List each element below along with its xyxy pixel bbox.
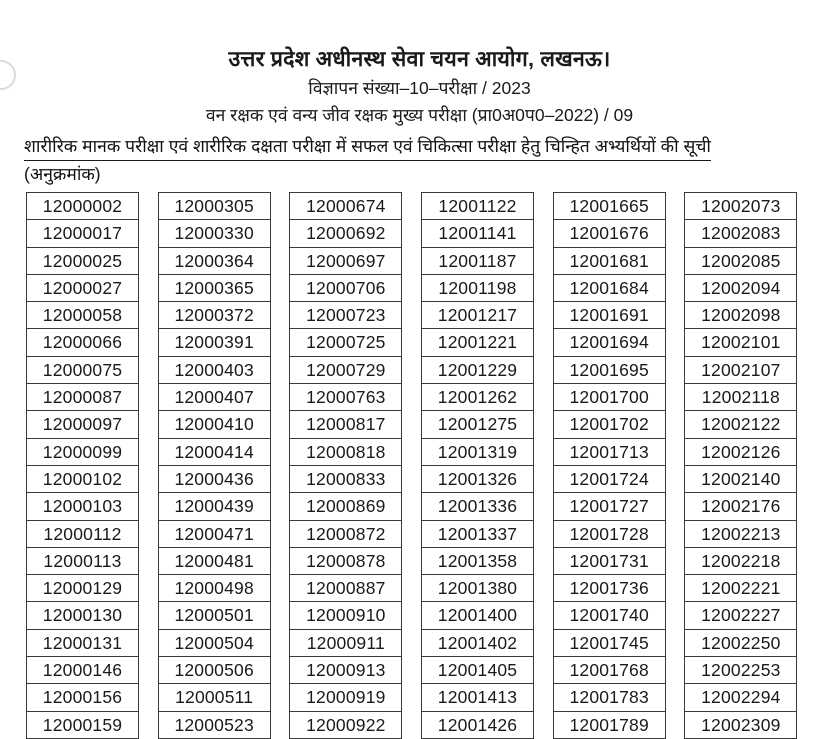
roll-number-cell: 12001336 (422, 493, 533, 520)
roll-number-cell: 12000102 (27, 466, 138, 493)
roll-number-cell: 12000410 (159, 411, 270, 438)
roll-number-cell: 12000403 (159, 357, 270, 384)
roll-number-cell: 12001665 (554, 193, 665, 220)
roll-number-cell: 12000911 (290, 630, 401, 657)
roll-number-cell: 12001727 (554, 493, 665, 520)
roll-number-cell: 12000364 (159, 248, 270, 275)
roll-number-cell: 12000697 (290, 248, 401, 275)
roll-number-cell: 12000913 (290, 657, 401, 684)
roll-number-cell: 12000878 (290, 548, 401, 575)
roll-number-cell: 12001217 (422, 302, 533, 329)
roll-number-cell: 12000725 (290, 329, 401, 356)
organization-title: उत्तर प्रदेश अधीनस्थ सेवा चयन आयोग, लखनऊ। (228, 47, 611, 71)
roll-number-cell: 12000330 (159, 220, 270, 247)
roll-number-cell: 12002213 (685, 521, 796, 548)
roll-number-cell: 12000471 (159, 521, 270, 548)
roll-number-cell: 12002098 (685, 302, 796, 329)
roll-number-cell: 12000922 (290, 712, 401, 739)
roll-column-4 (421, 192, 553, 739)
roll-number-cell: 12002218 (685, 548, 796, 575)
roll-column-box (158, 192, 271, 739)
roll-number-cell: 12000674 (290, 193, 401, 220)
roll-number-cell: 12001413 (422, 684, 533, 711)
roll-number-cell: 12000130 (27, 602, 138, 629)
roll-number-cell: 12000391 (159, 329, 270, 356)
roll-number-cell: 12001702 (554, 411, 665, 438)
document-header (0, 0, 839, 129)
roll-number-cell: 12001713 (554, 439, 665, 466)
roll-number-cell: 12002250 (685, 630, 796, 657)
roll-number-cell: 12002118 (685, 384, 796, 411)
roll-number-cell: 12000087 (27, 384, 138, 411)
roll-column-1 (26, 192, 158, 739)
roll-number-cell: 12000817 (290, 411, 401, 438)
roll-number-cell: 12001262 (422, 384, 533, 411)
roll-number-cell: 12001768 (554, 657, 665, 684)
roll-column-box (289, 192, 402, 739)
list-subject-line: शारीरिक मानक परीक्षा एवं शारीरिक दक्षता परीक्षा में सफल एवं चिकित्सा परीक्षा हेतु चिन्हित अभ्यर्थियों की सूची (24, 133, 711, 161)
roll-number-cell: 12001681 (554, 248, 665, 275)
roll-number-cell: 12000436 (159, 466, 270, 493)
roll-number-cell: 12001724 (554, 466, 665, 493)
roll-number-cell: 12001326 (422, 466, 533, 493)
roll-number-cell: 12000910 (290, 602, 401, 629)
roll-number-cell: 12002073 (685, 193, 796, 220)
roll-number-cell: 12000027 (27, 275, 138, 302)
roll-number-cell: 12001728 (554, 521, 665, 548)
roll-number-cell: 12001221 (422, 329, 533, 356)
roll-number-cell: 12000305 (159, 193, 270, 220)
roll-number-cell: 12001740 (554, 602, 665, 629)
roll-number-cell: 12002101 (685, 329, 796, 356)
subject-block (0, 133, 839, 188)
roll-number-cell: 12001319 (422, 439, 533, 466)
roll-number-cell: 12001229 (422, 357, 533, 384)
roll-number-cell: 12000692 (290, 220, 401, 247)
roll-number-cell: 12000075 (27, 357, 138, 384)
roll-number-cell: 12001337 (422, 521, 533, 548)
roll-number-cell: 12000129 (27, 575, 138, 602)
roll-number-cell: 12002309 (685, 712, 796, 739)
roll-number-cell: 12000066 (27, 329, 138, 356)
roll-number-cell: 12000818 (290, 439, 401, 466)
roll-number-cell: 12000919 (290, 684, 401, 711)
roll-number-cell: 12000706 (290, 275, 401, 302)
roll-number-cell: 12002085 (685, 248, 796, 275)
roll-number-cell: 12000112 (27, 521, 138, 548)
roll-number-cell: 12000498 (159, 575, 270, 602)
roll-number-cell: 12000729 (290, 357, 401, 384)
roll-number-cell: 12000723 (290, 302, 401, 329)
roll-number-cell: 12001731 (554, 548, 665, 575)
roll-number-cell: 12001380 (422, 575, 533, 602)
roll-number-cell: 12000159 (27, 712, 138, 739)
roll-number-cell: 12001783 (554, 684, 665, 711)
roll-number-cell: 12000131 (27, 630, 138, 657)
advertisement-number: विज्ञापन संख्या–10–परीक्षा / 2023 (308, 77, 531, 98)
roll-number-cell: 12000058 (27, 302, 138, 329)
roll-number-cell: 12000523 (159, 712, 270, 739)
roll-number-cell: 12002126 (685, 439, 796, 466)
roll-number-cell: 12001789 (554, 712, 665, 739)
roll-column-3 (289, 192, 421, 739)
roll-number-cell: 12000407 (159, 384, 270, 411)
roll-number-cell: 12000097 (27, 411, 138, 438)
roll-number-cell: 12000869 (290, 493, 401, 520)
roll-number-cell: 12001358 (422, 548, 533, 575)
roll-number-cell: 12000103 (27, 493, 138, 520)
roll-number-cell: 12001684 (554, 275, 665, 302)
roll-number-cell: 12000872 (290, 521, 401, 548)
exam-name: वन रक्षक एवं वन्य जीव रक्षक मुख्य परीक्षा (प्रा0अ0प0–2022) / 09 (205, 105, 634, 126)
roll-number-cell: 12001700 (554, 384, 665, 411)
roll-number-cell: 12001198 (422, 275, 533, 302)
roll-number-cell: 12002176 (685, 493, 796, 520)
roll-number-cell: 12000504 (159, 630, 270, 657)
roll-number-cell: 12000414 (159, 439, 270, 466)
roll-column-box (553, 192, 666, 739)
roll-number-cell: 12000146 (27, 657, 138, 684)
roll-number-cell: 12001402 (422, 630, 533, 657)
roll-number-cell: 12000763 (290, 384, 401, 411)
roll-number-cell: 12001400 (422, 602, 533, 629)
roll-number-cell: 12000017 (27, 220, 138, 247)
roll-number-cell: 12000511 (159, 684, 270, 711)
roll-column-box (26, 192, 139, 739)
roll-number-cell: 12000833 (290, 466, 401, 493)
roll-number-cell: 12001736 (554, 575, 665, 602)
roll-number-cell: 12000481 (159, 548, 270, 575)
roll-number-cell: 12000506 (159, 657, 270, 684)
roll-number-cell: 12001275 (422, 411, 533, 438)
roll-number-cell: 12002221 (685, 575, 796, 602)
roll-number-cell: 12001694 (554, 329, 665, 356)
roll-number-cell: 12000501 (159, 602, 270, 629)
roll-number-cell: 12000156 (27, 684, 138, 711)
roll-number-cell: 12002094 (685, 275, 796, 302)
roll-number-cell: 12000113 (27, 548, 138, 575)
roll-number-cell: 12001122 (422, 193, 533, 220)
roll-number-cell: 12000025 (27, 248, 138, 275)
roll-number-cell: 12001676 (554, 220, 665, 247)
roll-number-cell: 12001141 (422, 220, 533, 247)
roll-number-cell: 12002122 (685, 411, 796, 438)
roll-number-cell: 12002294 (685, 684, 796, 711)
list-subject-continuation: (अनुक्रमांक) (24, 163, 101, 184)
roll-column-2 (158, 192, 290, 739)
roll-number-cell: 12000002 (27, 193, 138, 220)
roll-column-6 (684, 192, 816, 739)
roll-number-cell: 12000365 (159, 275, 270, 302)
roll-number-cell: 12002140 (685, 466, 796, 493)
roll-number-cell: 12001745 (554, 630, 665, 657)
roll-number-cell: 12001405 (422, 657, 533, 684)
roll-number-cell: 12001187 (422, 248, 533, 275)
roll-number-cell: 12000887 (290, 575, 401, 602)
roll-column-box (421, 192, 534, 739)
roll-number-cell: 12001695 (554, 357, 665, 384)
roll-number-table (26, 192, 816, 739)
roll-number-cell: 12001426 (422, 712, 533, 739)
roll-number-cell: 12001691 (554, 302, 665, 329)
roll-column-box (684, 192, 797, 739)
roll-number-cell: 12000099 (27, 439, 138, 466)
roll-number-cell: 12002227 (685, 602, 796, 629)
roll-number-cell: 12002107 (685, 357, 796, 384)
roll-number-cell: 12002253 (685, 657, 796, 684)
roll-column-5 (553, 192, 685, 739)
roll-number-cell: 12000439 (159, 493, 270, 520)
roll-number-cell: 12002083 (685, 220, 796, 247)
roll-number-cell: 12000372 (159, 302, 270, 329)
